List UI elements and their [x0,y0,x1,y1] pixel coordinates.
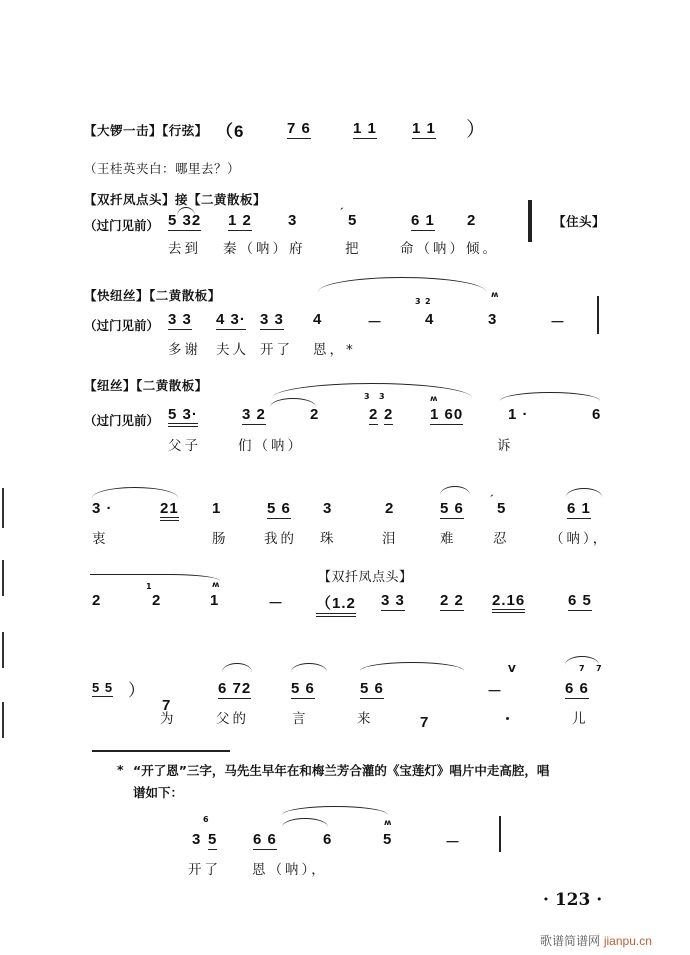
lyric: 们（呐） [238,438,304,454]
note: 5 [497,500,507,517]
grace-note: 3 [364,392,370,401]
lyric: 秦（呐）府 [223,241,306,257]
spoken-line: （王桂英夹白：哪里去？） [84,161,241,176]
note: 3 [192,831,202,848]
note-group: 3 · [92,500,113,517]
trill-icon: ʍ [430,394,438,403]
dash: － [268,595,285,612]
note-group: 3 3 [168,311,192,328]
grace-note: 3 [379,392,385,401]
trill-icon: ʍ [491,290,499,299]
page-number: · 123 · [543,890,603,910]
dash: － [367,314,384,331]
section-label: 【双扦凤点头】接【二黄散板】 [84,192,267,207]
prefix: （过门见前） [84,413,160,428]
dash: － [445,834,462,851]
note: 7 [162,697,690,714]
note-group: 3 3 [381,592,405,609]
section-label: 【双扦凤点头】 [318,570,413,585]
grace-note: 6 [203,815,209,824]
scan-edge-mark [2,488,4,528]
note: 5 [208,831,218,848]
note: 3 [488,311,498,328]
note: 5 [383,831,393,848]
lyric: 父的 [216,711,249,727]
note-group: 6 5 [568,592,592,609]
footnote-rule [92,750,230,752]
trill-icon: ʍ [384,818,392,827]
lyric: 忍 [493,531,510,547]
close-paren: ） [128,681,146,700]
footnote-text: 谱如下： [133,785,184,800]
note-group: 4 3· [216,311,246,328]
lyric: 恩，* [313,342,356,358]
lyric: 难 [440,531,457,547]
lyric: 父子 [168,438,201,454]
scan-edge-mark [2,560,4,596]
close-paren: ） [466,119,487,141]
barline [499,816,501,852]
note-group: 5 3· [168,406,198,427]
note-group: 1 2 [228,212,252,229]
grace-note: 3 [415,297,421,306]
lyric: 开了 [260,342,293,358]
note-group: 2 2 [440,592,464,609]
lyric: 珠 [320,531,337,547]
section-label: 【大锣一击】【行弦】 [84,123,208,138]
note-group: 1 · [508,406,529,423]
prefix: （过门见前） [84,318,160,333]
note-group: 6 6 [253,831,277,848]
scan-edge-mark [2,702,4,738]
note: 6 [323,831,333,848]
note-group: 5 6 [360,680,384,697]
section-label: 【纽丝】【二黄散板】 [84,378,208,393]
barline [597,296,599,334]
note-group: 1 1 [353,120,377,137]
lyric: 衷 [92,531,109,547]
note-group: 6 1 [411,212,435,229]
note-group: 6 6 [565,680,589,697]
footnote-text: “开了恩”三字，马先生早年在和梅兰芳合灌的《宝莲灯》唱片中走高腔，唱 [133,763,550,778]
note-group: 6 72 [218,680,252,697]
note-group: 7 6 [287,120,311,137]
grace-note: 2 [425,297,431,306]
note-group: 5 32 [168,212,202,229]
note-group: 3 2 [242,406,266,423]
note: 4 [425,311,435,328]
lyric: 儿 [572,711,589,727]
lyric: 为 [160,711,177,727]
lyric: 恩（呐）， [252,862,328,878]
note: 6 [592,406,690,423]
dash: － [550,314,567,331]
watermark [540,932,652,949]
note: 7 [420,714,690,731]
note: 2 [92,592,102,609]
lyric: 开了 [188,862,221,878]
note-group: （1.2 [316,592,356,617]
note: 2 [384,406,394,423]
note: 1 [212,500,222,517]
note: 2 [385,500,395,517]
lyric: 肠 [212,531,229,547]
note: 2 [467,212,477,229]
note: 3 [288,212,298,229]
note-group: 5 6 [440,500,464,517]
note-group: 5 6 [291,680,315,697]
note: 1 [210,592,220,609]
dash: － [487,683,504,700]
lyric: 多谢 [168,342,201,358]
note-group: 6 1 [567,500,591,517]
breath-mark: V [508,664,516,675]
note: 5 [348,212,358,229]
grace-note: 7 [579,664,585,673]
double-barline [528,200,532,242]
lyric: 把 [345,241,362,257]
note-group: 21 [160,500,179,521]
note: 4 [313,311,323,328]
footnote-marker: * [117,762,124,777]
grace-note: 1 [146,582,152,591]
note: 3 [323,500,333,517]
note: 2 [369,406,379,423]
lyric: 泪 [382,531,399,547]
lyric: 言 [292,711,309,727]
lyric: 命（呐）倾。 [400,241,499,257]
note-group: 1 1 [412,120,436,137]
watermark-url: jianpu.cn [603,934,652,948]
lyric: （呐）， [550,531,610,547]
lyric: 我的 [264,531,297,547]
grace-note: 7 [596,664,602,673]
note-group: 3 3 [260,311,284,328]
note: 2 [310,406,320,423]
lyric: 夫人 [216,342,249,358]
prefix: （过门见前） [84,218,160,233]
note-group: 2.16 [492,592,525,613]
lyric: 来 [357,711,374,727]
note-group: （6 [216,122,245,141]
lyric: 去到 [168,241,201,257]
note-group: 5 5 [92,680,114,695]
trill-icon: ʍ [212,580,220,589]
note: 2 [152,592,162,609]
lyric: 诉 [497,438,514,454]
note-group: 5 6 [267,500,291,517]
end-label: 【住头】 [553,214,606,229]
watermark-text: 歌谱简谱网 [540,934,601,948]
scan-edge-mark [2,632,4,668]
section-label: 【快纽丝】【二黄散板】 [84,288,221,303]
note-group: 1 60 [430,406,464,423]
